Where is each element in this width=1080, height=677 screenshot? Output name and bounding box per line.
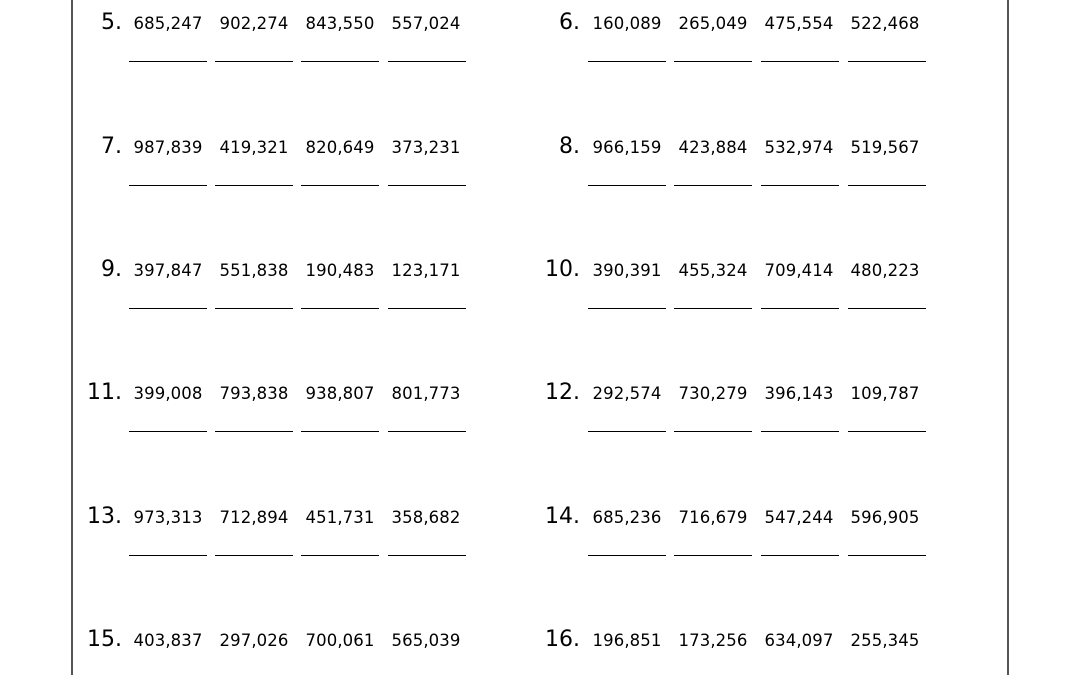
round-value: 820,649 xyxy=(305,138,375,157)
answer-line[interactable] xyxy=(301,431,379,432)
answer-line[interactable] xyxy=(129,61,207,62)
problem-number: 7. xyxy=(101,134,122,159)
answer-line[interactable] xyxy=(215,308,293,309)
answer-line[interactable] xyxy=(674,555,752,556)
problem-11 xyxy=(0,370,540,430)
round-value: 938,807 xyxy=(305,384,375,403)
answer-line[interactable] xyxy=(129,185,207,186)
answer-line[interactable] xyxy=(129,431,207,432)
answer-line[interactable] xyxy=(588,308,666,309)
round-value: 255,345 xyxy=(850,631,920,650)
answer-line[interactable] xyxy=(848,431,926,432)
problem-6 xyxy=(540,0,1080,60)
round-value: 565,039 xyxy=(391,631,461,650)
round-value: 423,884 xyxy=(678,138,748,157)
round-value: 716,679 xyxy=(678,508,748,527)
answer-line[interactable] xyxy=(848,61,926,62)
problem-number: 10. xyxy=(545,257,580,282)
problem-7 xyxy=(0,124,540,184)
problem-14 xyxy=(540,494,1080,554)
problem-9 xyxy=(0,247,540,307)
problem-15 xyxy=(0,617,540,677)
answer-line[interactable] xyxy=(388,431,466,432)
answer-line[interactable] xyxy=(761,308,839,309)
answer-line[interactable] xyxy=(761,431,839,432)
round-value: 902,274 xyxy=(219,14,289,33)
round-value: 522,468 xyxy=(850,14,920,33)
problem-number: 11. xyxy=(87,380,122,405)
answer-line[interactable] xyxy=(761,555,839,556)
answer-line[interactable] xyxy=(129,555,207,556)
round-value: 987,839 xyxy=(133,138,203,157)
round-value: 480,223 xyxy=(850,261,920,280)
round-value: 700,061 xyxy=(305,631,375,650)
problem-16 xyxy=(540,617,1080,677)
answer-line[interactable] xyxy=(848,555,926,556)
round-value: 973,313 xyxy=(133,508,203,527)
answer-line[interactable] xyxy=(588,555,666,556)
round-value: 297,026 xyxy=(219,631,289,650)
answer-line[interactable] xyxy=(301,555,379,556)
round-value: 532,974 xyxy=(764,138,834,157)
round-value: 793,838 xyxy=(219,384,289,403)
answer-line[interactable] xyxy=(848,308,926,309)
answer-line[interactable] xyxy=(388,308,466,309)
round-value: 455,324 xyxy=(678,261,748,280)
problem-number: 12. xyxy=(545,380,580,405)
answer-line[interactable] xyxy=(215,555,293,556)
worksheet xyxy=(71,0,1009,675)
answer-line[interactable] xyxy=(848,185,926,186)
round-value: 265,049 xyxy=(678,14,748,33)
round-value: 190,483 xyxy=(305,261,375,280)
round-value: 557,024 xyxy=(391,14,461,33)
answer-line[interactable] xyxy=(301,185,379,186)
round-value: 966,159 xyxy=(592,138,662,157)
answer-line[interactable] xyxy=(588,61,666,62)
problem-number: 9. xyxy=(101,257,122,282)
round-value: 399,008 xyxy=(133,384,203,403)
problem-number: 13. xyxy=(87,504,122,529)
answer-line[interactable] xyxy=(215,61,293,62)
round-value: 596,905 xyxy=(850,508,920,527)
round-value: 634,097 xyxy=(764,631,834,650)
round-value: 173,256 xyxy=(678,631,748,650)
round-value: 685,247 xyxy=(133,14,203,33)
round-value: 358,682 xyxy=(391,508,461,527)
answer-line[interactable] xyxy=(301,308,379,309)
round-value: 519,567 xyxy=(850,138,920,157)
round-value: 396,143 xyxy=(764,384,834,403)
answer-line[interactable] xyxy=(761,185,839,186)
answer-line[interactable] xyxy=(301,61,379,62)
round-value: 801,773 xyxy=(391,384,461,403)
round-value: 685,236 xyxy=(592,508,662,527)
problem-12 xyxy=(540,370,1080,430)
round-value: 109,787 xyxy=(850,384,920,403)
answer-line[interactable] xyxy=(129,308,207,309)
problem-number: 6. xyxy=(559,10,580,35)
answer-line[interactable] xyxy=(674,61,752,62)
round-value: 397,847 xyxy=(133,261,203,280)
problem-number: 5. xyxy=(101,10,122,35)
round-value: 709,414 xyxy=(764,261,834,280)
problem-number: 14. xyxy=(545,504,580,529)
problem-number: 16. xyxy=(545,627,580,652)
problem-number: 8. xyxy=(559,134,580,159)
round-value: 547,244 xyxy=(764,508,834,527)
problem-number: 15. xyxy=(87,627,122,652)
round-value: 196,851 xyxy=(592,631,662,650)
round-value: 712,894 xyxy=(219,508,289,527)
round-value: 373,231 xyxy=(391,138,461,157)
answer-line[interactable] xyxy=(215,431,293,432)
round-value: 292,574 xyxy=(592,384,662,403)
round-value: 123,171 xyxy=(391,261,461,280)
round-value: 475,554 xyxy=(764,14,834,33)
answer-line[interactable] xyxy=(761,61,839,62)
answer-line[interactable] xyxy=(674,431,752,432)
round-value: 160,089 xyxy=(592,14,662,33)
answer-line[interactable] xyxy=(388,185,466,186)
round-value: 403,837 xyxy=(133,631,203,650)
round-value: 390,391 xyxy=(592,261,662,280)
round-value: 843,550 xyxy=(305,14,375,33)
answer-line[interactable] xyxy=(388,555,466,556)
round-value: 419,321 xyxy=(219,138,289,157)
answer-line[interactable] xyxy=(674,185,752,186)
answer-line[interactable] xyxy=(588,431,666,432)
round-value: 451,731 xyxy=(305,508,375,527)
round-value: 551,838 xyxy=(219,261,289,280)
problem-13 xyxy=(0,494,540,554)
answer-line[interactable] xyxy=(388,61,466,62)
answer-line[interactable] xyxy=(674,308,752,309)
answer-line[interactable] xyxy=(588,185,666,186)
round-value: 730,279 xyxy=(678,384,748,403)
problem-8 xyxy=(540,124,1080,184)
problem-10 xyxy=(540,247,1080,307)
answer-line[interactable] xyxy=(215,185,293,186)
problem-5 xyxy=(0,0,540,60)
